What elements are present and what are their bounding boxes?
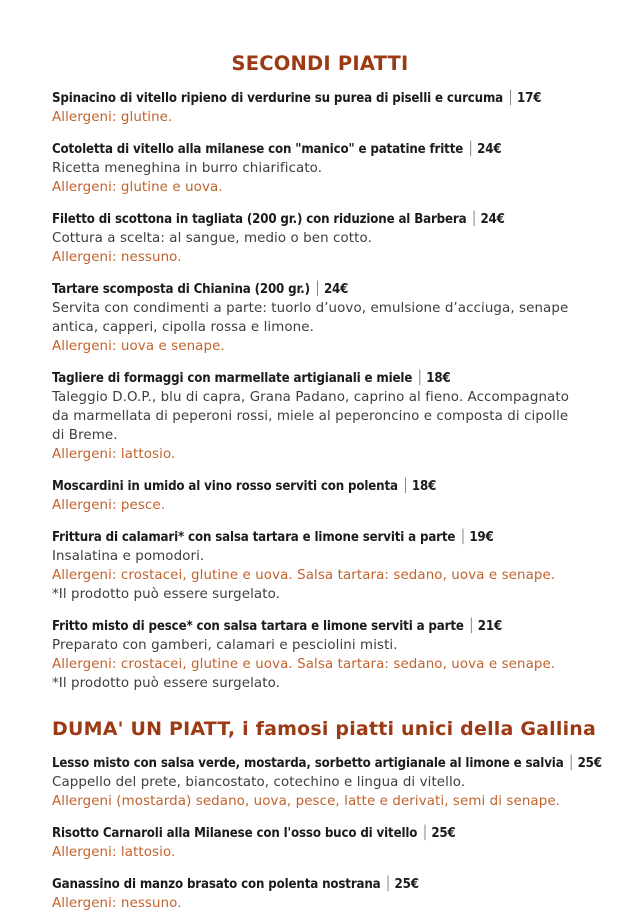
menu-item-allergens (52, 566, 572, 604)
menu-item-title-line (52, 754, 602, 773)
allergen-text: Allergeni: lattosio. (52, 447, 176, 462)
menu-item (52, 824, 588, 862)
menu-item-description: Servita con condimenti a parte: tuorlo d’uovo, emulsione d’acciuga, senape antica, capperi, cipolla rossa e limone. (52, 301, 569, 335)
menu-item-title-line (52, 369, 588, 388)
price-separator: │ (401, 479, 409, 494)
menu-item (52, 477, 588, 515)
menu-item-name: Cotoletta di vitello alla milanese con "manico" e patatine fritte (52, 142, 464, 157)
menu-item-price: 17€ (517, 91, 542, 106)
menu-item-name: Filetto di scottona in tagliata (200 gr.) con riduzione al Barbera (52, 212, 467, 227)
price-separator: │ (470, 212, 478, 227)
menu-item (52, 280, 588, 356)
menu-item-price: 25€ (431, 826, 456, 841)
price-separator: │ (416, 371, 424, 386)
menu-item-allergens (52, 108, 588, 127)
frozen-product-note: *Il prodotto può essere surgelato. (52, 676, 280, 691)
menu-item (52, 210, 588, 267)
price-separator: │ (567, 756, 575, 771)
menu-item-name: Ganassino di manzo brasato con polenta nostrana (52, 877, 381, 892)
menu-item-allergens (52, 445, 588, 464)
allergen-text: Allergeni: pesce. (52, 498, 166, 513)
menu-item-name: Risotto Carnaroli alla Milanese con l'osso buco di vitello (52, 826, 418, 841)
menu-item-description: Ricetta meneghina in burro chiarificato. (52, 161, 323, 176)
menu-item-price: 24€ (480, 212, 505, 227)
menu-item (52, 89, 588, 127)
menu-item-allergens (52, 655, 572, 693)
menu-item-name: Lesso misto con salsa verde, mostarda, sorbetto artigianale al limone e salvia (52, 756, 564, 771)
menu-item-description: Cottura a scelta: al sangue, medio o ben cotto. (52, 231, 372, 246)
allergen-text: Allergeni: uova e senape. (52, 339, 225, 354)
menu-item-name: Tartare scomposta di Chianina (200 gr.) (52, 282, 310, 297)
menu-item (52, 140, 588, 197)
menu-item-name: Fritto misto di pesce* con salsa tartara e limone serviti a parte (52, 619, 464, 634)
menu-item-description: Preparato con gamberi, calamari e pesciolini misti. (52, 638, 398, 653)
allergen-text: Allergeni: nessuno. (52, 250, 182, 265)
price-separator: │ (313, 282, 321, 297)
menu-item-title-line (52, 875, 588, 894)
menu-item-price: 24€ (323, 282, 349, 297)
menu-item-title-line (52, 477, 588, 496)
menu-item-title-line (52, 528, 588, 547)
menu-item-allergens (52, 894, 588, 913)
allergen-text: Allergeni (mostarda) sedano, uova, pesce, latte e derivati, semi di senape. (52, 794, 561, 809)
price-separator: │ (507, 91, 515, 106)
menu-item-title-line (52, 89, 588, 108)
menu-item-price: 24€ (477, 142, 502, 157)
menu-item-name: Frittura di calamari* con salsa tartara e limone serviti a parte (52, 530, 456, 545)
menu-item (52, 875, 588, 913)
menu-item-title-line (52, 824, 588, 843)
menu-item-allergens (52, 496, 588, 515)
menu-item-allergens (52, 178, 588, 197)
menu-item-allergens (52, 843, 588, 862)
menu-item-title-line (52, 617, 588, 636)
allergen-text: Allergeni: nessuno. (52, 896, 182, 911)
price-separator: │ (459, 530, 467, 545)
menu-item-allergens (52, 792, 572, 811)
menu-item-allergens (52, 248, 588, 267)
menu-item-price: 19€ (469, 530, 494, 545)
price-separator: │ (421, 826, 429, 841)
allergen-text: Allergeni: glutine. (52, 110, 173, 125)
menu-item-name: Moscardini in umido al vino rosso serviti con polenta (52, 479, 398, 494)
menu-item-description: Insalatina e pomodori. (52, 549, 205, 564)
menu-item (52, 754, 602, 811)
menu-item-price: 18€ (426, 371, 451, 386)
menu-item-name: Tagliere di formaggi con marmellate artigianali e miele (52, 371, 413, 386)
menu-item-price: 25€ (394, 877, 419, 892)
price-separator: │ (467, 142, 475, 157)
menu-item-price: 25€ (577, 756, 602, 771)
allergen-text: Allergeni: lattosio. (52, 845, 176, 860)
allergen-text: Allergeni: crostacei, glutine e uova. Salsa tartara: sedano, uova e senape. (52, 657, 556, 672)
menu-item (52, 369, 588, 464)
menu-item-title-line (52, 140, 588, 159)
menu-item-description: Taleggio D.O.P., blu di capra, Grana Padano, caprino al fieno. Accompagnato da marmellata di peperoni rossi, miele al peperoncino e composta di cipolle di Breme. (52, 390, 569, 443)
section-heading-duma-un-piatt: DUMA' UN PIATT, i famosi piatti unici della Gallina (52, 718, 597, 740)
price-separator: │ (384, 877, 392, 892)
section-heading-secondi-piatti: SECONDI PIATTI (231, 52, 409, 75)
allergen-text: Allergeni: glutine e uova. (52, 180, 223, 195)
price-separator: │ (467, 619, 475, 634)
allergen-text: Allergeni: crostacei, glutine e uova. Salsa tartara: sedano, uova e senape. (52, 568, 556, 583)
menu-item (52, 528, 588, 604)
menu-item-name: Spinacino di vitello ripieno di verdurine su purea di piselli e curcuma (52, 91, 504, 106)
menu-item-allergens (52, 337, 588, 356)
menu-item-title-line (52, 210, 588, 229)
menu-item-description: Cappello del prete, biancostato, cotechino e lingua di vitello. (52, 775, 466, 790)
menu-item-title-line (52, 280, 588, 299)
menu-item-price: 18€ (411, 479, 437, 494)
menu-item (52, 617, 588, 693)
menu-item-price: 21€ (477, 619, 503, 634)
frozen-product-note: *Il prodotto può essere surgelato. (52, 587, 280, 602)
